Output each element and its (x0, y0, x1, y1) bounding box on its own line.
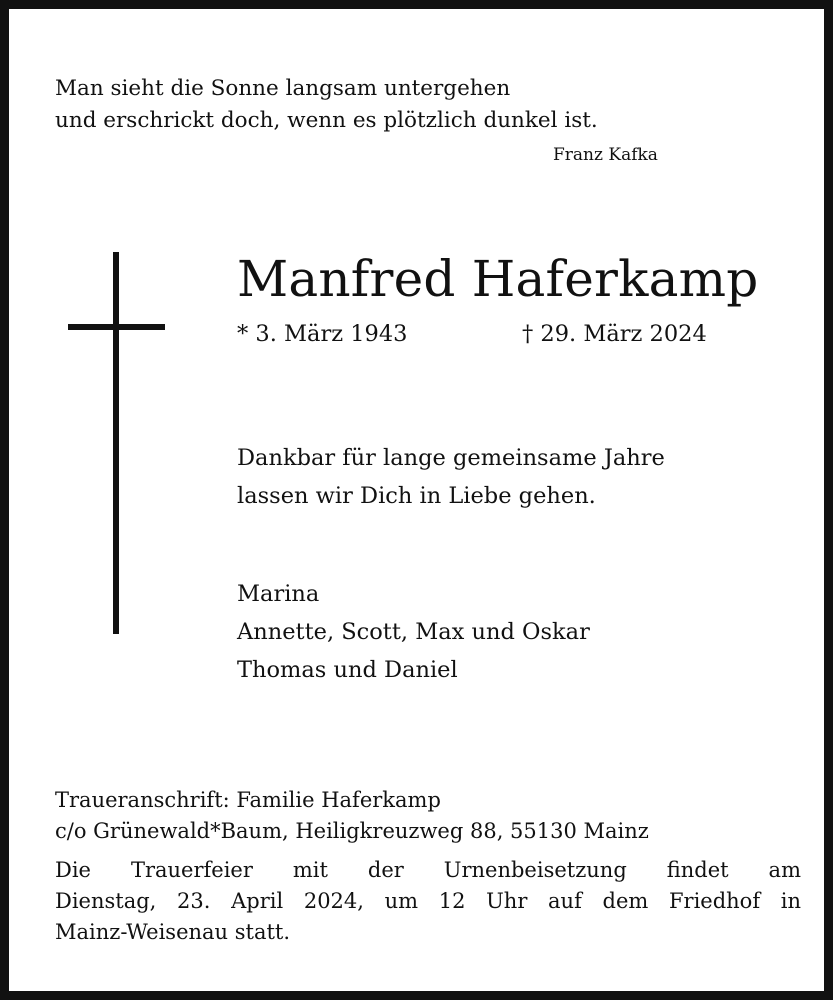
mourners-list (237, 575, 590, 689)
death-date: † 29. März 2024 (522, 321, 707, 347)
message-line: lassen wir Dich in Liebe gehen. (237, 483, 596, 509)
mourner: Marina (237, 581, 320, 607)
mourner: Thomas und Daniel (237, 657, 458, 683)
mourning-address (55, 785, 649, 847)
service-line: Die Trauerfeier mit der Urnenbeisetzung findet am (55, 858, 801, 882)
address-line: c/o Grünewald*Baum, Heiligkreuzweg 88, 55130 Mainz (55, 819, 649, 843)
farewell-message (237, 439, 665, 515)
cross-vertical-bar (113, 252, 119, 634)
quote (55, 73, 598, 137)
cross-horizontal-bar (68, 324, 165, 330)
address-line: Traueranschrift: Familie Haferkamp (55, 788, 441, 812)
quote-line: und erschrickt doch, wenn es plötzlich dunkel ist. (55, 108, 598, 133)
quote-line: Man sieht die Sonne langsam untergehen (55, 76, 511, 101)
cross-icon (68, 252, 165, 634)
service-line: Mainz-Weisenau statt. (55, 920, 291, 944)
deceased-name: Manfred Haferkamp (237, 250, 759, 308)
funeral-service-info (55, 855, 801, 948)
message-line: Dankbar für lange gemeinsame Jahre (237, 445, 665, 471)
quote-author: Franz Kafka (553, 145, 658, 165)
service-line: Dienstag, 23. April 2024, um 12 Uhr auf dem Friedhof in (55, 889, 801, 913)
birth-date: * 3. März 1943 (237, 321, 408, 347)
mourner: Annette, Scott, Max und Oskar (237, 619, 590, 645)
